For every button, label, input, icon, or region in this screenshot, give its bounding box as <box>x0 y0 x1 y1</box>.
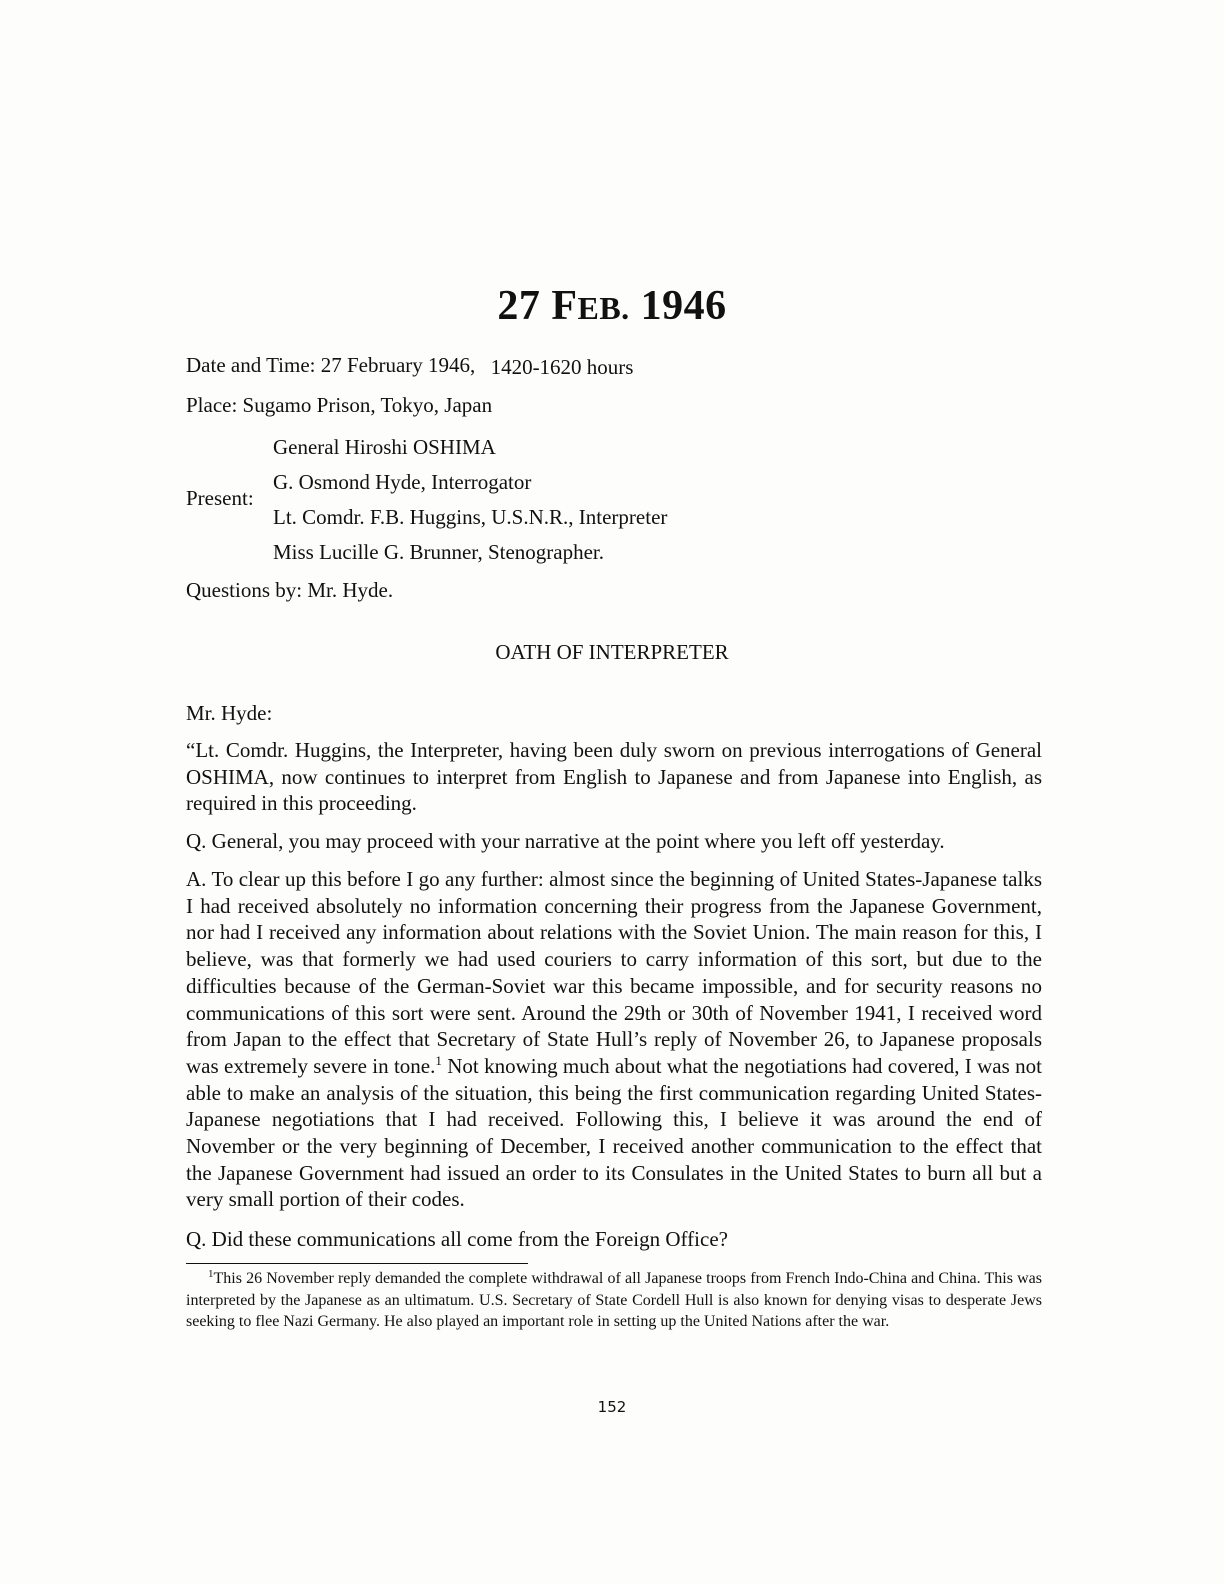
title-day: 27 <box>497 283 541 329</box>
oath-paragraph-block <box>186 737 1042 817</box>
answer-1 <box>186 866 1042 1213</box>
question-block <box>186 828 1042 855</box>
present-label: Present: <box>186 486 254 510</box>
question-block <box>186 1226 1042 1253</box>
footnote-reference[interactable]: 1 <box>435 1052 442 1068</box>
footnote-divider <box>186 1263 528 1264</box>
answer-1-part-1: A. To clear up this before I go any further: almost since the beginning of United States-Japanese talks I had received absolutely no information concerning their progress from the Japanese Government, nor had I received any information about relations with the Soviet Union. The main reason for this, I believe, was that formerly we had used couriers to carry information of this sort, but due to the difficulties because of the German-Soviet war this became impossible, and for security reasons no communications of this sort were sent. Around the 29th or 30th of November 1941, I received word from Japan to the effect that Secretary of State Hull’s reply of November 26, to Japanese proposals was extremely severe in tone. <box>186 867 1042 1078</box>
footnote-text: This 26 November reply demanded the complete withdrawal of all Japanese troops from French Indo-China and China. This was interpreted by the Japanese as an ultimatum. U.S. Secretary of State Cordell Hull is also known for denying visas to desperate Jews seeking to flee Nazi Germany. He also played an important role in setting up the United Nations after the war. <box>186 1270 1042 1330</box>
question-1: Q. General, you may proceed with your narrative at the point where you left off yesterday. <box>186 829 945 853</box>
date-time-text: Date and Time: 27 February 1946, <box>186 353 476 377</box>
present-person: General Hiroshi OSHIMA <box>273 435 496 459</box>
present-person: Miss Lucille G. Brunner, Stenographer. <box>273 540 605 564</box>
answer-block <box>186 866 1042 1213</box>
date-time-hours: 1420-1620 hours <box>490 355 634 379</box>
present-person: G. Osmond Hyde, Interrogator <box>273 470 532 494</box>
page-number: 152 <box>597 1398 627 1416</box>
date-time-field <box>186 353 633 378</box>
oath-paragraph: “Lt. Comdr. Huggins, the Interpreter, having been duly sworn on previous interrogations of General OSHIMA, now continues to interpret from English to Japanese and from Japanese into English, as required in this proceeding. <box>186 738 1042 816</box>
page-title <box>0 282 1224 330</box>
title-month-rest: EB. <box>577 290 630 326</box>
question-2: Q. Did these communications all come from the Foreign Office? <box>186 1227 728 1251</box>
title-month-initial: F <box>551 283 578 329</box>
footnote-marker: 1 <box>208 1268 214 1280</box>
present-person: Lt. Comdr. F.B. Huggins, U.S.N.R., Interpreter <box>273 505 668 529</box>
questions-by-field: Questions by: Mr. Hyde. <box>186 578 394 602</box>
place-field: Place: Sugamo Prison, Tokyo, Japan <box>186 393 493 417</box>
section-heading: OATH OF INTERPRETER <box>495 640 729 664</box>
footnote <box>186 1268 1042 1333</box>
title-month <box>551 283 629 329</box>
speaker-label: Mr. Hyde: <box>186 701 273 725</box>
title-year: 1946 <box>640 283 727 329</box>
answer-1-part-2: Not knowing much about what the negotiations had covered, I was not able to make an analysis of the situation, this being the first communication regarding United States-Japanese negotiations that I had received. Following this, I believe it was around the end of November or the very beginning of December, I received another communication to the effect that the Japanese Government had issued an order to its Consulates in the United States to burn all but a very small portion of their codes. <box>186 1053 1042 1212</box>
